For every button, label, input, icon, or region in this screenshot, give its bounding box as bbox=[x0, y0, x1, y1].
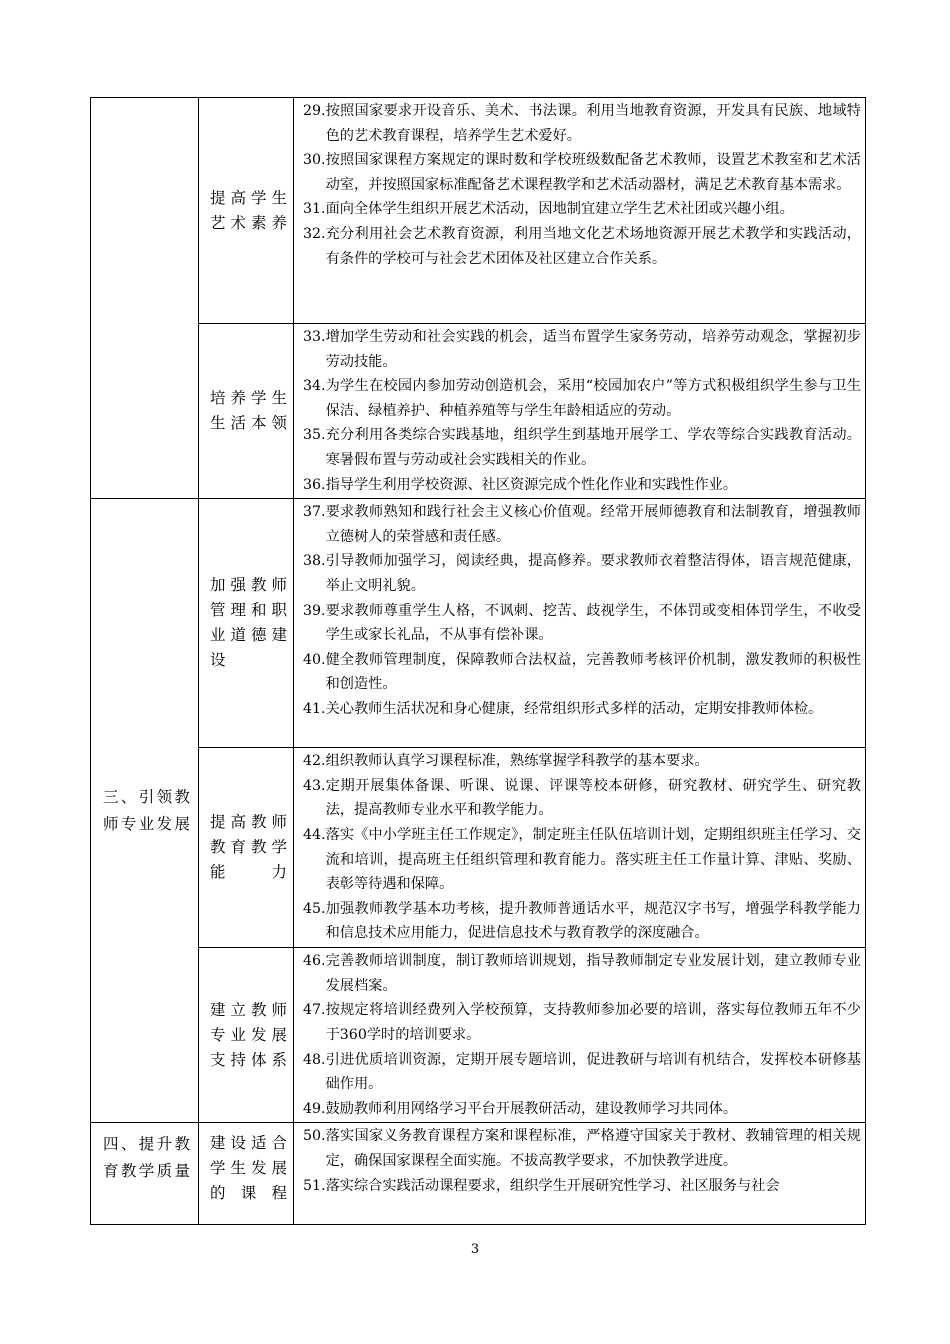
list-item bbox=[303, 222, 861, 271]
item-text: 落实国家义务教育课程方案和课程标准，严格遵守国家关于教材、教辅管理的相关规定，确保国家课程全面实施。不拔高教学要求，不加快教学进度。 bbox=[325, 1128, 861, 1169]
item-text: 面向全体学生组织开展艺术活动，因地制宜建立学生艺术社团或兴趣小组。 bbox=[325, 201, 794, 218]
item-number: 33. bbox=[303, 329, 326, 345]
items-cell bbox=[294, 748, 866, 948]
item-number: 40. bbox=[303, 651, 326, 668]
list-item bbox=[303, 549, 861, 598]
item-text: 充分利用各类综合实践基地，组织学生到基地开展学工、学农等综合实践教育活动。寒暑假布置与劳动或社会实践相关的作业。 bbox=[325, 427, 861, 468]
item-number: 32. bbox=[303, 225, 326, 242]
item-number: 38. bbox=[303, 553, 326, 570]
list-item bbox=[303, 423, 861, 472]
list-item bbox=[303, 473, 861, 498]
item-text: 完善教师培训制度，制订教师培训规划，指导教师制定专业发展计划，建立教师专业发展档案。 bbox=[325, 953, 861, 994]
items-cell bbox=[294, 324, 866, 499]
subcategory-label: 建设适合学生发展的课程 bbox=[210, 1134, 287, 1203]
item-text: 引导教师加强学习，阅读经典，提高修养。要求教师衣着整洁得体，语言规范健康，举止文明礼貌。 bbox=[325, 553, 861, 594]
item-text: 组织教师认真学习课程标准，熟练掌握学科教学的基本要求。 bbox=[325, 753, 709, 770]
item-number: 46. bbox=[303, 953, 326, 970]
subcategory-cell bbox=[199, 748, 294, 948]
item-number: 30. bbox=[303, 152, 326, 169]
item-number: 49. bbox=[303, 1100, 326, 1117]
subcategory-label: 建立教师专业发展支持体系 bbox=[210, 1000, 287, 1069]
category-cell bbox=[91, 1123, 199, 1225]
item-number: 45. bbox=[303, 900, 326, 917]
subcategory-label: 提高学生艺术素养 bbox=[210, 188, 287, 232]
list-item bbox=[303, 897, 861, 946]
item-number: 34. bbox=[303, 378, 326, 395]
table-row bbox=[91, 499, 866, 748]
items-cell bbox=[294, 1123, 866, 1225]
item-text: 为学生在校园内参加劳动创造机会，采用“校园加农户”等方式积极组织学生参与卫生保洁、绿植养护、种植养殖等与学生年龄相适应的劳动。 bbox=[325, 378, 861, 419]
item-number: 47. bbox=[303, 1002, 326, 1019]
table-row bbox=[91, 748, 866, 948]
items-cell bbox=[294, 499, 866, 748]
item-text: 定期开展集体备课、听课、说课、评课等校本研修，研究教材、研究学生、研究教法，提高教师专业水平和教学能力。 bbox=[325, 777, 861, 819]
category-label: 三、引领教师专业发展 bbox=[103, 787, 190, 833]
item-text: 按规定将培训经费列入学校预算，支持教师参加必要的培训，落实每位教师五年不少于360学时的培训要求。 bbox=[325, 1002, 861, 1043]
item-number: 39. bbox=[303, 602, 326, 619]
table-row bbox=[91, 1123, 866, 1225]
items-cell bbox=[294, 98, 866, 324]
item-text: 按照国家课程方案规定的课时数和学校班级数配备艺术教师，设置艺术教室和艺术活动室，并按照国家标准配备艺术课程教学和艺术活动器材，满足艺术教育基本需求。 bbox=[325, 152, 861, 193]
subcategory-label: 培养学生生活本领 bbox=[210, 389, 287, 433]
category-label: 四、提升教育教学质量 bbox=[103, 1135, 190, 1181]
list-item bbox=[303, 774, 861, 823]
item-number: 43. bbox=[303, 777, 326, 794]
item-text: 要求教师熟知和践行社会主义核心价值观。经常开展师德教育和法制教育，增强教师立德树人的荣誉感和责任感。 bbox=[325, 504, 861, 545]
item-text: 增加学生劳动和社会实践的机会，适当布置学生家务劳动，培养劳动观念，掌握初步劳动技能。 bbox=[325, 329, 861, 370]
item-text: 健全教师管理制度，保障教师合法权益，完善教师考核评价机制，激发教师的积极性和创造性。 bbox=[325, 651, 861, 693]
subcategory-cell bbox=[199, 98, 294, 324]
item-number: 29. bbox=[303, 103, 326, 119]
subcategory-cell bbox=[199, 499, 294, 748]
list-item bbox=[303, 823, 861, 897]
table-row bbox=[91, 98, 866, 324]
item-number: 37. bbox=[303, 504, 326, 521]
subcategory-cell bbox=[199, 948, 294, 1123]
item-text: 鼓励教师利用网络学习平台开展教研活动，建设教师学习共同体。 bbox=[325, 1100, 738, 1117]
list-item bbox=[303, 1097, 861, 1122]
item-number: 51. bbox=[303, 1177, 326, 1194]
item-text: 引进优质培训资源，定期开展专题培训，促进教研与培训有机结合，发挥校本研修基础作用。 bbox=[325, 1051, 861, 1093]
item-number: 31. bbox=[303, 201, 326, 218]
list-item bbox=[303, 1174, 861, 1199]
list-item bbox=[303, 697, 861, 722]
list-item bbox=[303, 374, 861, 423]
page-number: 3 bbox=[470, 1242, 480, 1257]
item-text: 要求教师尊重学生人格，不讽刺、挖苦、歧视学生，不体罚或变相体罚学生，不收受学生或家长礼品，不从事有偿补课。 bbox=[325, 602, 861, 644]
category-cell bbox=[91, 499, 199, 1123]
item-number: 50. bbox=[303, 1128, 326, 1145]
subcategory-cell bbox=[199, 324, 294, 499]
item-text: 落实综合实践活动课程要求，组织学生开展研究性学习、社区服务与社会 bbox=[325, 1177, 780, 1194]
list-item bbox=[303, 1124, 861, 1173]
item-number: 42. bbox=[303, 753, 326, 770]
list-item bbox=[303, 99, 861, 148]
table-row bbox=[91, 948, 866, 1123]
list-item bbox=[303, 325, 861, 374]
list-item bbox=[303, 599, 861, 648]
item-text: 关心教师生活状况和身心健康，经常组织形式多样的活动，定期安排教师体检。 bbox=[325, 700, 823, 717]
category-cell-empty bbox=[91, 98, 199, 499]
item-text: 按照国家要求开设音乐、美术、书法课。利用当地教育资源，开发具有民族、地域特色的艺术教育课程，培养学生艺术爱好。 bbox=[325, 103, 861, 144]
subcategory-label: 加强教师管理和职业道德建设 bbox=[210, 576, 287, 670]
list-item bbox=[303, 1048, 861, 1097]
list-item bbox=[303, 998, 861, 1047]
list-item bbox=[303, 148, 861, 197]
subcategory-cell bbox=[199, 1123, 294, 1225]
list-item bbox=[303, 197, 861, 222]
list-item bbox=[303, 500, 861, 549]
item-text: 指导学生利用学校资源、社区资源完成个性化作业和实践性作业。 bbox=[325, 476, 738, 493]
subcategory-label: 提高教师教育教学能力 bbox=[210, 813, 287, 882]
item-number: 44. bbox=[303, 826, 326, 843]
item-number: 48. bbox=[303, 1051, 326, 1068]
item-text: 加强教师教学基本功考核，提升教师普通话水平，规范汉字书写，增强学科教学能力和信息技术应用能力，促进信息技术与教育教学的深度融合。 bbox=[325, 900, 861, 942]
item-number: 36. bbox=[303, 476, 326, 493]
item-text: 落实《中小学班主任工作规定》，制定班主任队伍培训计划，定期组织班主任学习、交流和培训，提高班主任组织管理和教育能力。落实班主任工作量计算、津贴、奖励、表彰等待遇和保障。 bbox=[325, 826, 861, 893]
list-item bbox=[303, 648, 861, 697]
item-text: 充分利用社会艺术教育资源，利用当地文化艺术场地资源开展艺术教学和实践活动，有条件的学校可与社会艺术团体及社区建立合作关系。 bbox=[325, 225, 861, 267]
item-number: 41. bbox=[303, 700, 326, 717]
items-cell bbox=[294, 948, 866, 1123]
list-item bbox=[303, 749, 861, 774]
table-row bbox=[91, 324, 866, 499]
list-item bbox=[303, 949, 861, 998]
standards-table bbox=[90, 97, 866, 1225]
item-number: 35. bbox=[303, 427, 326, 444]
